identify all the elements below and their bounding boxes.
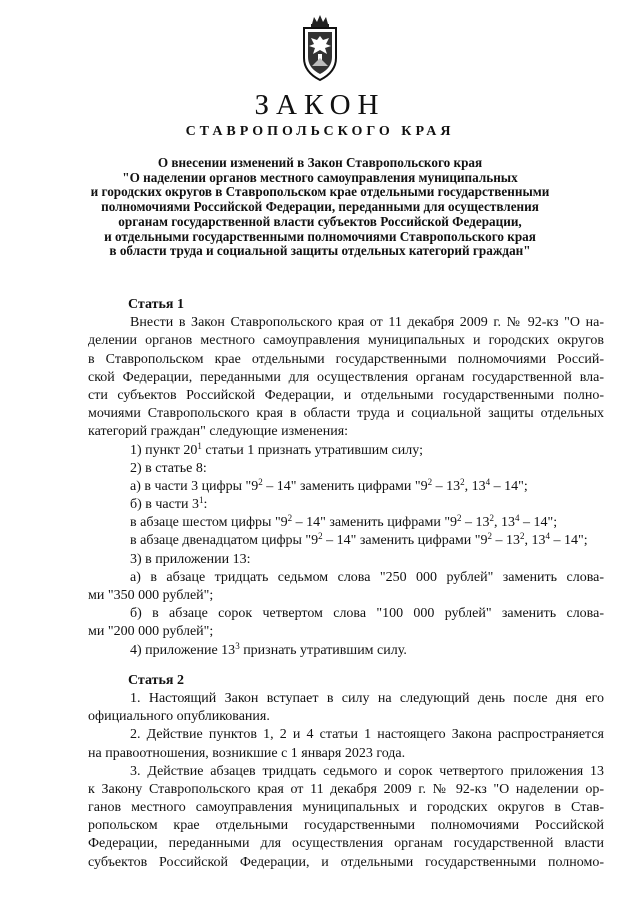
heading-line: "О наделении органов местного самоуправления муниципальных xyxy=(122,169,518,185)
document-body xyxy=(88,296,604,872)
paragraph-line: на правоотношения, возникшие с 1 января 2023 года. xyxy=(88,745,406,761)
document-subtitle: СТАВРОПОЛЬСКОГО КРАЯ xyxy=(185,124,455,139)
paragraph-line: в Ставропольском крае отдельными государственными полномочиями Россий- xyxy=(88,351,604,367)
paragraph-line: мочиями Ставропольского края в области труда и социальной защиты отдельных xyxy=(88,406,604,422)
list-item: 3) в приложении 13: xyxy=(130,551,251,567)
paragraph-line: 1. Настоящий Закон вступает в силу на следующий день после дня его xyxy=(130,690,604,706)
list-item: 4) приложение $13^3$ признать утратившим силу. xyxy=(130,640,407,658)
heading-line: О внесении изменений в Закон Ставропольского края xyxy=(157,155,483,170)
paragraph-line: ганов местного самоуправления муниципальных и городских округов в Став- xyxy=(88,800,604,816)
list-item: ми "200 000 рублей"; xyxy=(88,624,214,640)
heading-line: полномочиями Российской Федерации, переданными для осуществления xyxy=(101,199,539,215)
paragraph-line: сти субъектов Российской Федерации, и отдельными государственными полно- xyxy=(88,387,604,403)
stavropol-coat-of-arms-icon xyxy=(298,14,342,84)
list-item: в абзаце шестом цифры "$9^2 - 14$" заменить цифрами "$9^2 - 13^2$, $13^4 - 14$"; xyxy=(130,513,558,531)
heading-line: в области труда и социальной защиты отдельных категорий граждан" xyxy=(109,243,531,259)
paragraph-line: делении органов местного самоуправления муниципальных и городских округов xyxy=(88,333,604,349)
list-item: б) в абзаце сорок четвертом слова "100 000 рублей" заменить слова- xyxy=(130,606,604,622)
list-item: б) в части $3^1$: xyxy=(130,495,208,513)
paragraph-line: субъектов Российской Федерации, и отдельными государственными полномо- xyxy=(88,854,604,870)
paragraph-line: к Закону Ставропольского края от 11 декабря 2009 г. № 92-кз "О наделении ор- xyxy=(88,781,604,797)
heading-line: органам государственной власти субъектов Российской Федерации, xyxy=(118,213,522,229)
paragraph-line: 3. Действие абзацев тридцать седьмого и сорок четвертого приложения 13 xyxy=(130,763,604,779)
paragraph-line: ской Федерации, переданными для осуществления органам государственной вла- xyxy=(88,369,604,385)
paragraph-line: Федерации, переданными для осуществления органам государственной власти xyxy=(88,836,604,852)
list-item: ми "350 000 рублей"; xyxy=(88,588,214,603)
article-2-title: Статья 2 xyxy=(128,672,184,688)
paragraph-line: 2. Действие пунктов 1, 2 и 4 статьи 1 настоящего Закона распространяется xyxy=(130,727,604,743)
list-item: а) в части 3 цифры "$9^2 - 14$" заменить цифрами "$9^2 - 13^2$, $13^4 - 14$"; xyxy=(130,476,528,494)
list-item: в абзаце двенадцатом цифры "$9^2 - 14$" заменить цифрами "$9^2 - 13^2$, $13^4 - 14$"; xyxy=(130,531,588,549)
list-item: 1) пункт $20^1$ статьи 1 признать утратившим силу; xyxy=(130,440,423,458)
paragraph-line: Внести в Закон Ставропольского края от 11 декабря 2009 г. № 92-кз "О на- xyxy=(130,315,604,331)
paragraph-line: категорий граждан" следующие изменения: xyxy=(88,424,349,440)
law-heading xyxy=(70,156,570,259)
article-1-title: Статья 1 xyxy=(128,297,184,312)
heading-line: и отдельными государственными полномочиями Ставропольского края xyxy=(104,228,536,244)
heading-line: и городских округов в Ставропольском крае отдельными государственными xyxy=(90,184,550,200)
paragraph-line: ропольском крае отдельными государственными полномочиями Российской xyxy=(88,818,604,834)
list-item: 2) в статье 8: xyxy=(130,460,207,476)
document-title: ЗАКОН xyxy=(254,89,386,121)
list-item: а) в абзаце тридцать седьмом слова "250 000 рублей" заменить слова- xyxy=(130,569,604,585)
paragraph-line: официального опубликования. xyxy=(88,709,270,725)
